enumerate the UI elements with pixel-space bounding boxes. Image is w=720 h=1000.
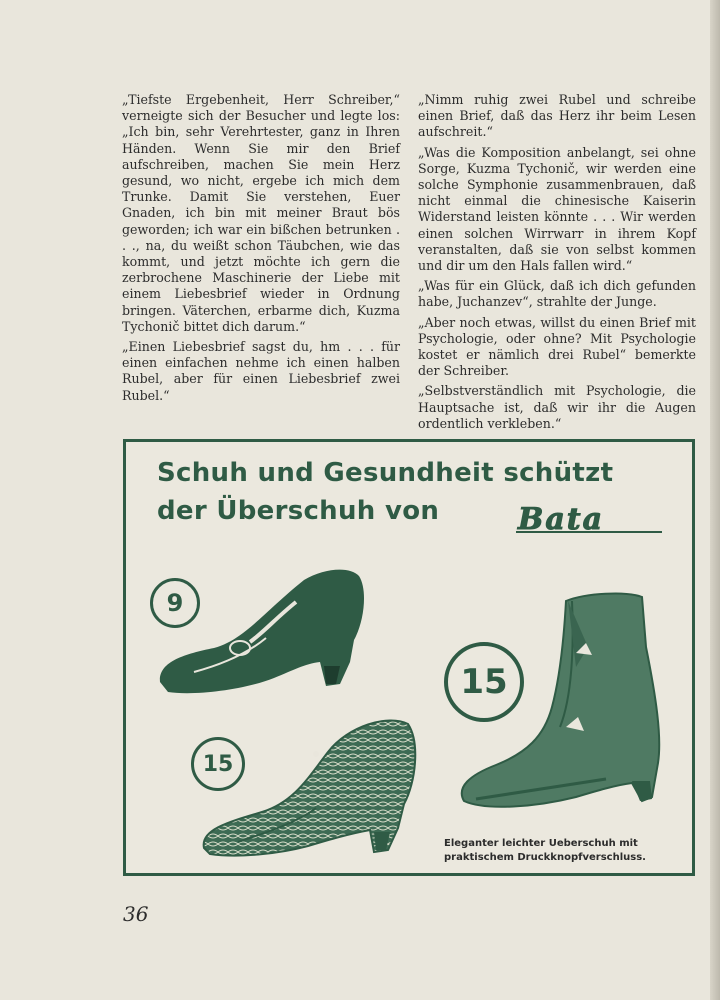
- article-column-right: [418, 92, 696, 436]
- paragraph: „Was für ein Glück, daß ich dich gefunden habe, Juchanzev“, strahlte der Junge.: [418, 278, 696, 310]
- bata-logo: [516, 502, 662, 534]
- paragraph: „Einen Liebesbrief sagst du, hm . . . für einen einfachen nehme ich einen halben Rubel, aber für einen Liebesbrief zwei Rubel.“: [122, 339, 400, 403]
- page-edge: [710, 0, 720, 1000]
- paragraph: „Aber noch etwas, willst du einen Brief mit Psychologie, oder ohne? Mit Psychologie kostet er nämlich drei Rubel“ bemerkte der Schreiber.: [418, 314, 696, 379]
- ad-caption: [444, 837, 684, 865]
- paragraph: „Tiefste Ergebenheit, Herr Schreiber,“ verneigte sich der Besucher und legte los: „Ich bin, sehr Verehrtester, ganz in Ihren Händen. Wenn Sie mir den Brief aufschreiben, machen Sie mein Herz gesund, wo nicht, ergebe ich mich dem Trunke. Damit Sie verstehen, Euer Gnaden, ich bin mit meiner Braut bös geworden; ich war ein bißchen betrunken . . ., na, du weißt schon Täubchen, wie das kommt, und jetzt möchte ich gern die zerbrochene Maschinerie der Liebe mit einem Liebesbrief wieder in Ordnung bringen. Väterchen, erbarme dich, Kuzma Tychonič bittet dich darum.“: [122, 92, 400, 334]
- paragraph: „Selbstverständlich mit Psychologie, die Hauptsache ist, daß wir ihr die Augen ordentlich verkleben.“: [418, 383, 696, 431]
- ad-caption-line1: Eleganter leichter Ueberschuh mit: [444, 838, 638, 849]
- ad-headline-line2: der Überschuh von: [157, 496, 440, 526]
- ad-caption-line2: praktischem Druckknopfverschluss.: [444, 852, 646, 863]
- article-column-left: [122, 92, 400, 408]
- bata-advertisement: [123, 439, 695, 876]
- ad-headline-line1: Schuh und Gesundheit schützt: [157, 458, 614, 488]
- price-badge-15-large: 15: [444, 642, 524, 722]
- price-badge-15: 15: [191, 737, 245, 791]
- paragraph: „Nimm ruhig zwei Rubel und schreibe einen Brief, daß das Herz ihr beim Lesen aufschreit.“: [418, 92, 696, 140]
- brand-logo-text: Bata: [518, 502, 605, 534]
- price-badge-9: 9: [150, 578, 200, 628]
- paragraph: „Was die Komposition anbelangt, sei ohne Sorge, Kuzma Tychonič, wir werden eine solche Symphonie zusammenbrauen, daß nicht einmal die chinesische Kaiserin Widerstand leisten könnte . . . Wir werden einen solchen Wirrwarr in ihrem Kopf veranstalten, daß sie von selbst kommen und dir um den Hals fallen wird.“: [418, 144, 696, 274]
- page-number: 36: [123, 902, 149, 926]
